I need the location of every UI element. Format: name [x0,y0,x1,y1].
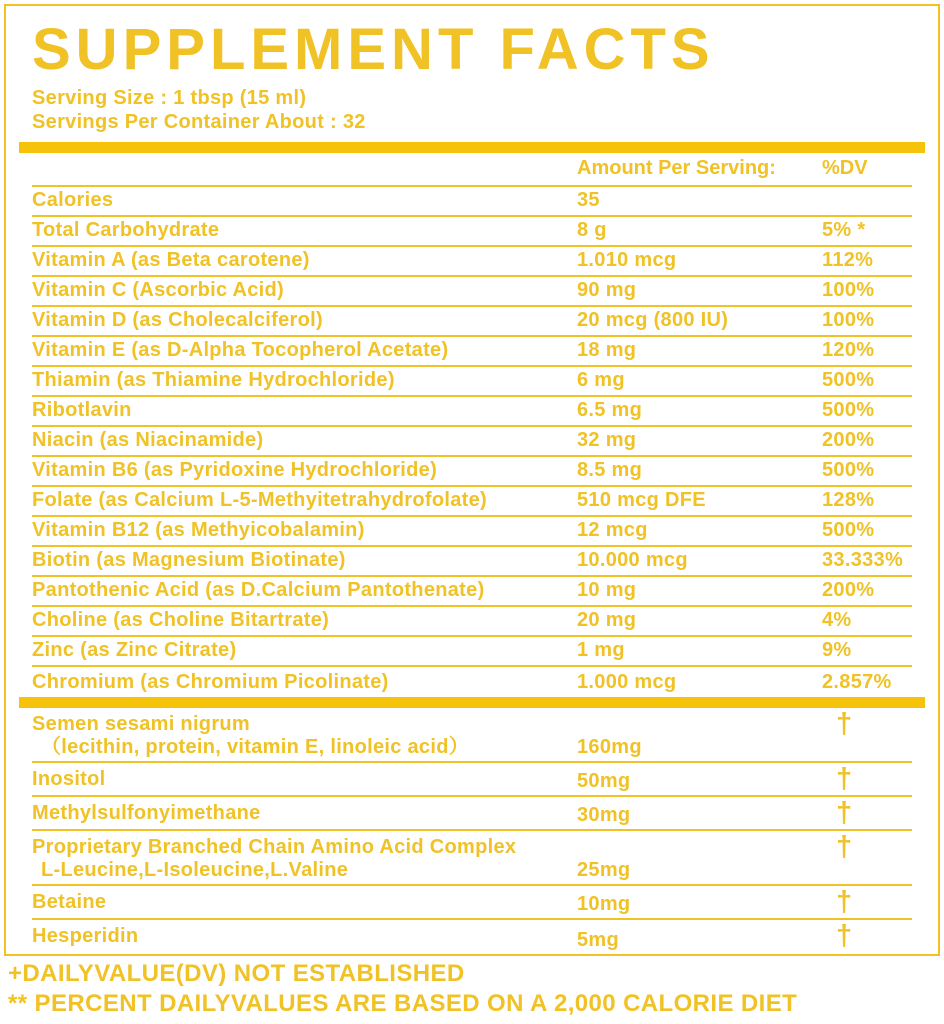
nutrient-dv: 500% [822,518,875,541]
nutrient-name: Niacin (as Niacinamide) [32,428,264,451]
divider-bar-middle [19,697,925,708]
ingredient-name-detail: L-Leucine,L-Isoleucine,L.Valine [41,858,349,881]
ingredient-name: Inositol [32,767,106,790]
page-title: SUPPLEMENT FACTS [32,17,715,82]
nutrient-dv: 4% [822,608,852,631]
nutrient-name: Vitamin B6 (as Pyridoxine Hydrochloride) [32,458,438,481]
nutrient-amount: 6.5 mg [577,398,643,421]
nutrient-dv: 2.857% [822,670,892,693]
table-row [32,217,912,247]
nutrient-name: Total Carbohydrate [32,218,220,241]
table-row [32,547,912,577]
table-row [32,487,912,517]
nutrient-dv: 100% [822,278,875,301]
nutrient-amount: 10 mg [577,578,637,601]
nutrient-name: Choline (as Choline Bitartrate) [32,608,330,631]
nutrient-name: Pantothenic Acid (as D.Calcium Pantothenate) [32,578,485,601]
ingredient-amount: 5mg [577,928,620,951]
ingredient-amount: 25mg [577,858,631,881]
ingredient-name: Betaine [32,890,107,913]
ingredient-name: Methylsulfonyimethane [32,801,261,824]
nutrient-dv: 9% [822,638,852,661]
nutrient-dv: 200% [822,578,875,601]
amount-per-serving-header: Amount Per Serving: [577,156,776,179]
ingredient-name-block [32,833,577,884]
nutrient-amount: 8 g [577,218,607,241]
nutrient-amount: 20 mg [577,608,637,631]
ingredient-name-detail: （lecithin, protein, vitamin E, linoleic acid） [41,735,470,758]
nutrient-name: Chromium (as Chromium Picolinate) [32,670,389,693]
nutrient-name: Ribotlavin [32,398,132,421]
ingredient-name: Semen sesami nigrum [32,712,251,735]
nutrient-dv: 500% [822,368,875,391]
ingredient-name: Hesperidin [32,924,139,947]
servings-per-container: Servings Per Container About : 32 [32,111,366,134]
ingredient-amount: 50mg [577,769,631,792]
nutrient-dv: 500% [822,458,875,481]
nutrient-amount: 20 mcg (800 IU) [577,308,729,331]
nutrient-amount: 90 mg [577,278,637,301]
main-rows [32,187,912,697]
ingredient-amount: 160mg [577,735,642,758]
nutrient-name: Zinc (as Zinc Citrate) [32,638,237,661]
table-row [32,517,912,547]
ingredient-name: Proprietary Branched Chain Amino Acid Complex [32,835,517,858]
table-row [32,367,912,397]
nutrient-name: Calories [32,188,114,211]
ingredient-name-block [32,710,577,761]
footnotes [8,959,797,1020]
nutrient-amount: 1.010 mcg [577,248,677,271]
table-row [32,797,912,831]
table-row [32,886,912,920]
nutrient-name: Vitamin C (Ascorbic Acid) [32,278,284,301]
dagger-icon: † [836,762,853,795]
table-row [32,667,912,697]
nutrient-amount: 6 mg [577,368,625,391]
dagger-icon: † [836,919,853,952]
nutrient-name: Folate (as Calcium L-5-Methyitetrahydrofolate) [32,488,487,511]
ingredient-name-block [32,765,577,795]
ingredient-name-block [32,799,577,829]
table-row [32,337,912,367]
table-row [32,831,912,886]
nutrient-amount: 8.5 mg [577,458,643,481]
table-row [32,607,912,637]
nutrient-name: Vitamin B12 (as Methyicobalamin) [32,518,365,541]
ingredient-amount: 30mg [577,803,631,826]
table-row [32,187,912,217]
nutrient-name: Thiamin (as Thiamine Hydrochloride) [32,368,395,391]
nutrient-dv: 5% * [822,218,866,241]
table-row [32,708,912,763]
nutrient-amount: 1 mg [577,638,625,661]
nutrient-name: Vitamin D (as Cholecalciferol) [32,308,323,331]
nutrient-dv: 200% [822,428,875,451]
serving-info [32,86,912,135]
nutrient-name: Vitamin E (as D-Alpha Tocopherol Acetate) [32,338,449,361]
dagger-icon: † [836,885,853,918]
nutrient-dv: 128% [822,488,875,511]
nutrient-dv: 500% [822,398,875,421]
ingredient-name-block [32,922,577,954]
footnote-line: +DAILYVALUE(DV) NOT ESTABLISHED [8,960,465,987]
table-row [32,307,912,337]
nutrient-amount: 12 mcg [577,518,648,541]
table-row [32,763,912,797]
nutrient-amount: 510 mcg DFE [577,488,706,511]
nutrient-dv: 112% [822,248,874,271]
divider-bar-top [19,142,925,153]
supplement-rows [32,708,912,954]
nutrient-amount: 1.000 mcg [577,670,677,693]
table-row [32,247,912,277]
dagger-icon: † [836,830,853,863]
serving-size: Serving Size : 1 tbsp (15 ml) [32,86,307,109]
nutrient-amount: 35 [577,188,600,211]
nutrient-amount: 32 mg [577,428,637,451]
table-header [32,153,912,187]
footnote-line: ** PERCENT DAILYVALUES ARE BASED ON A 2,000 CALORIE DIET [8,990,798,1018]
table-row [32,637,912,667]
dagger-icon: † [836,796,853,829]
table-row [32,457,912,487]
dv-header: %DV [822,156,868,179]
table-row [32,397,912,427]
nutrient-name: Biotin (as Magnesium Biotinate) [32,548,346,571]
ingredient-amount: 10mg [577,892,631,915]
table-row [32,427,912,457]
nutrient-dv: 100% [822,308,875,331]
nutrient-dv: 33.333% [822,548,904,571]
table-row [32,577,912,607]
dagger-icon: † [836,707,853,740]
nutrient-dv: 120% [822,338,875,361]
ingredient-name-block [32,888,577,918]
table-row [32,920,912,954]
facts-box [4,4,940,956]
nutrient-amount: 10.000 mcg [577,548,688,571]
nutrient-name: Vitamin A (as Beta carotene) [32,248,310,271]
table-row [32,277,912,307]
nutrient-amount: 18 mg [577,338,637,361]
